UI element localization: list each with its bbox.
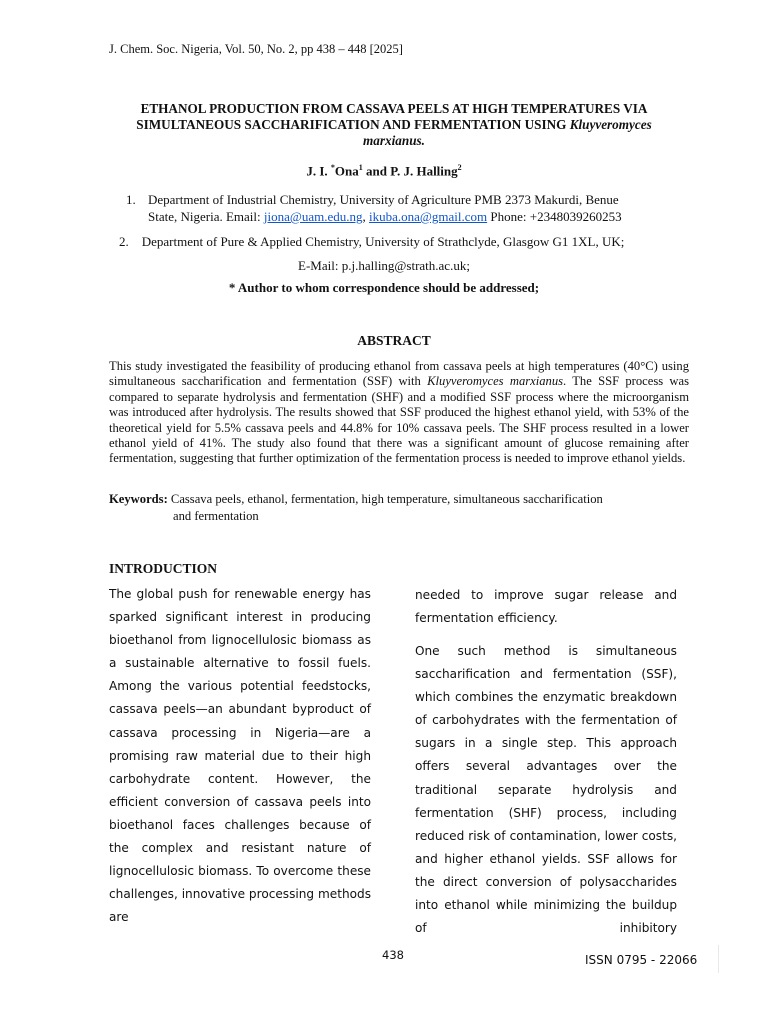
- author2-affiliation-mark: 2: [457, 163, 462, 172]
- title-line-2-text: SIMULTANEOUS SACCHARIFICATION AND FERMENTATION USING: [136, 117, 567, 132]
- corresponding-star: *: [330, 163, 335, 172]
- affiliation-1: [126, 191, 686, 225]
- issn: ISSN 0795 - 22066: [585, 953, 698, 967]
- email-link-1[interactable]: jiona@uam.edu.ng: [263, 209, 363, 224]
- paper-title: [100, 101, 688, 149]
- keywords-list-continued: and fermentation: [173, 509, 259, 523]
- page-number: 438: [382, 948, 404, 962]
- intro-paragraph-1: The global push for renewable energy has sparked significant interest in producing bioethanol from lignocellulosic biomass as a sustainable alternative to fossil fuels. Among the various potential feedstocks, cassava peels—an abundant byproduct of cassava processing in Nigeria—are a promising raw material due to their high carbohydrate content. However, the efficient conversion of cassava peels into bioethanol faces challenges because of the complex and resistant nature of lignocellulosic biomass. To overcome these challenges, innovative processing methods are: [109, 587, 371, 925]
- keywords-list: Cassava peels, ethanol, fermentation, high temperature, simultaneous saccharification: [167, 492, 603, 506]
- keywords-label: Keywords:: [109, 492, 168, 506]
- abstract-text-1: This study investigated the feasibility of producing ethanol from cassava peels at high temperatures (40°C) using simultaneous saccharification and fermentation (SSF) with: [109, 359, 689, 389]
- abstract-text-2: . The SSF process was compared to separate hydrolysis and fermentation (SHF) and a modified SSF process where the microorganism was introduced after hydrolysis. The results showed that SSF produced the highest ethanol yield, with 53% of the theoretical yield for 5.5% cassava peels and 44.8% for 10% cassava peels. The SHF process resulted in a lower ethanol yield of 41%. The study also found that there was a significant amount of glucose remaining after fermentation, suggesting that further optimization of the fermentation process is needed to improve ethanol yields.: [109, 374, 689, 466]
- title-line-1: ETHANOL PRODUCTION FROM CASSAVA PEELS AT HIGH TEMPERATURES VIA: [140, 101, 648, 116]
- introduction-heading: INTRODUCTION: [109, 561, 218, 576]
- affiliation-1-state: State, Nigeria. Email:: [148, 209, 264, 224]
- introduction-right-column-top: [415, 584, 677, 630]
- abstract-body: [109, 359, 689, 467]
- title-line-2: [100, 117, 688, 133]
- introduction-left-column: [109, 583, 371, 929]
- intro-paragraph-1-continued: needed to improve sugar release and fermentation efficiency.: [415, 588, 677, 626]
- title-species-genus: Kluyveromyces: [569, 117, 652, 132]
- phone-number: Phone: +2348039260253: [487, 209, 622, 224]
- affiliation-1-number: 1.: [126, 192, 136, 207]
- affiliation-1-line-2: [148, 208, 686, 225]
- abstract-species: Kluyveromyces marxianus: [427, 374, 564, 389]
- intro-paragraph-2: One such method is simultaneous saccharification and fermentation (SSF), which combines the enzymatic breakdown of carbohydrates with the fermentation of sugars in a single step. This approach offers several advantages over the traditional separate hydrolysis and fermentation (SHF) process, including reduced risk of contamination, lower costs, and higher ethanol yields. SSF allows for the direct conversion of polysaccharides into ethanol while minimizing the buildup of inhibitory: [415, 644, 677, 936]
- keywords: [109, 491, 689, 525]
- abstract-heading: ABSTRACT: [357, 333, 431, 348]
- footer-divider: [718, 945, 719, 973]
- affiliation-1-line-1: Department of Industrial Chemistry, University of Agriculture PMB 2373 Makurdi, Benue: [148, 192, 619, 207]
- correspondence-note: * Author to whom correspondence should be addressed;: [228, 280, 540, 295]
- author1-affiliation-mark: 1: [358, 163, 363, 172]
- affiliation-2-email: E-Mail: p.j.halling@strath.ac.uk;: [298, 258, 470, 273]
- title-line-3: [100, 133, 688, 149]
- author-line: [0, 163, 768, 179]
- author2-name: and P. J. Halling: [362, 163, 458, 179]
- journal-reference: J. Chem. Soc. Nigeria, Vol. 50, No. 2, pp 438 – 448 [2025]: [109, 42, 403, 56]
- title-species-epithet: marxianus.: [363, 133, 425, 148]
- introduction-right-column: [415, 640, 677, 940]
- author1-initials: J. I.: [306, 163, 331, 179]
- email-separator: ,: [362, 209, 370, 224]
- affiliation-2: 2. Department of Pure & Applied Chemistry, University of Strathclyde, Glasgow G1 1XL, UK;: [119, 234, 625, 249]
- email-link-2[interactable]: ikuba.ona@gmail.com: [369, 209, 488, 224]
- author1-surname: Ona: [334, 163, 359, 179]
